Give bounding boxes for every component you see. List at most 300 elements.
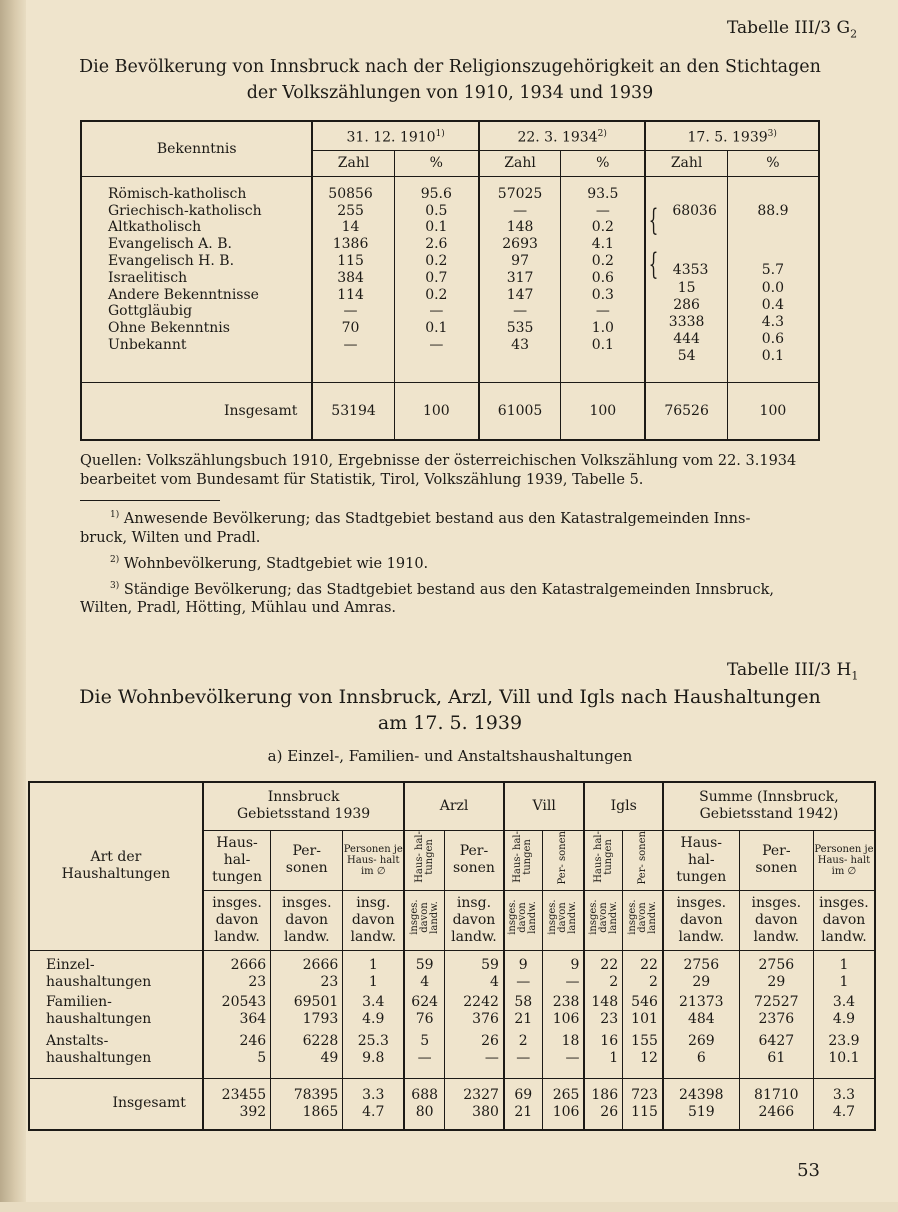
val: 4 — [489, 973, 499, 990]
sub-text: insges. davon landw. — [751, 894, 802, 945]
cell: — — [343, 337, 358, 353]
val: 80 — [415, 1103, 434, 1120]
sub-insges — [663, 890, 739, 950]
val: 24398 — [679, 1086, 724, 1103]
cell: 5.7 — [761, 261, 785, 278]
row-label: Israelitisch — [108, 269, 188, 286]
row-label: Unbekannt — [108, 337, 187, 353]
table-g2-tag-text: Tabelle III/3 G — [727, 18, 851, 38]
cell — [271, 992, 343, 1031]
footnote-mark: 2) — [110, 554, 120, 565]
cell — [343, 992, 404, 1031]
source-line: Quellen: Volkszählungsbuch 1910, Ergebnisse der österreichischen Volkszählung vom 22. 3.1934 — [80, 453, 797, 469]
cell: 286 — [673, 296, 700, 313]
row-label: Griechisch-katholisch — [108, 202, 262, 219]
header-pers-text: Per- sonen — [285, 843, 328, 877]
cell — [728, 186, 818, 203]
total-cell: 100 — [561, 383, 646, 440]
total-cell: 76526 — [645, 383, 727, 440]
val: 2666 — [302, 956, 339, 973]
cell: 68036 — [672, 202, 717, 219]
val: 29 — [767, 973, 786, 990]
cell — [728, 220, 818, 237]
total-cell: 53194 — [312, 383, 394, 440]
val: 12 — [640, 1049, 658, 1066]
val: 3.3 — [362, 1086, 385, 1103]
cell — [623, 1031, 663, 1078]
val: 624 — [411, 993, 439, 1010]
val: 3.4 — [362, 993, 385, 1010]
cell: 114 — [337, 286, 364, 303]
cell: 147 — [506, 286, 534, 303]
cell: 50856 — [328, 185, 373, 202]
cell — [623, 1078, 663, 1130]
sub-vert — [623, 890, 663, 950]
cell — [663, 950, 739, 992]
cell — [584, 1031, 622, 1078]
val: — — [484, 1049, 499, 1066]
cell: 14 — [341, 219, 360, 236]
cell — [739, 1078, 813, 1130]
val: 69501 — [293, 993, 339, 1010]
cell — [343, 1031, 404, 1078]
col-pct-1910 — [394, 176, 479, 382]
cell: 4.1 — [591, 236, 614, 253]
sub-text: insges. davon landw. — [587, 899, 619, 936]
cell: 57025 — [497, 185, 543, 202]
val: 4.7 — [832, 1103, 856, 1120]
val: 23 — [248, 973, 267, 990]
header-zahl: Zahl — [645, 150, 727, 176]
sub-text: insges. davon landw. — [212, 894, 262, 945]
header-igls-pers-text: Per- sonen — [636, 831, 648, 885]
cell — [542, 950, 584, 992]
cell — [646, 237, 726, 262]
cell: — — [429, 303, 444, 320]
sub-insges — [739, 890, 813, 950]
cell — [504, 950, 542, 992]
cell: 1386 — [332, 236, 369, 253]
val: 9 — [518, 956, 528, 973]
val: 2756 — [683, 956, 720, 973]
row-label — [29, 992, 203, 1031]
cell: 0.1 — [761, 347, 785, 364]
total-cell: 100 — [727, 383, 819, 440]
val: 58 — [514, 993, 533, 1010]
footnote-mark: 1) — [110, 510, 120, 520]
val: 21 — [514, 1010, 533, 1027]
val: 1 — [839, 973, 849, 990]
val: 59 — [415, 956, 434, 973]
header-arzl-pers — [445, 830, 504, 890]
val: 2756 — [758, 956, 795, 973]
val: 26 — [481, 1032, 499, 1049]
val: 3.4 — [832, 993, 856, 1010]
header-innsbruck — [203, 782, 404, 830]
cell — [203, 950, 271, 992]
val: 1 — [368, 956, 378, 973]
val: 246 — [239, 1032, 267, 1049]
val: 20543 — [221, 993, 267, 1010]
val: 6427 — [758, 1032, 795, 1049]
val: 69 — [514, 1086, 533, 1103]
val: 3.3 — [832, 1086, 856, 1103]
cell: 0.4 — [761, 296, 785, 313]
row-label: Römisch-katholisch — [108, 185, 247, 202]
cell — [404, 950, 444, 992]
religion-rows — [81, 176, 819, 382]
cell: 0.2 — [425, 286, 448, 303]
table-g2-tag-sub: 2 — [850, 27, 858, 41]
cell — [445, 950, 504, 992]
cell: 0.2 — [425, 253, 448, 270]
val: 23 — [320, 973, 339, 990]
val: 23 — [600, 1010, 619, 1027]
header-pct: % — [394, 150, 479, 176]
header-arzl: Arzl — [404, 782, 504, 830]
religion-table — [80, 120, 820, 441]
val: 1793 — [302, 1010, 339, 1027]
cell — [404, 1078, 444, 1130]
cell — [739, 1031, 813, 1078]
cell: 317 — [506, 269, 534, 286]
header-arzl-pers-text: Per- sonen — [453, 843, 495, 877]
date-1910-sup: 1) — [435, 128, 445, 139]
cell: 444 — [673, 330, 700, 347]
header-vill: Vill — [504, 782, 585, 830]
header-igls-haus — [584, 830, 622, 890]
cell — [584, 1078, 622, 1130]
val: 1 — [839, 956, 849, 973]
cell — [203, 992, 271, 1031]
footnote-rule — [80, 500, 220, 501]
cell: 2.6 — [425, 236, 448, 253]
footnote-text: Wilten, Pradl, Hötting, Mühlau und Amras. — [80, 600, 397, 617]
table-h1-tag-sub: 1 — [851, 669, 859, 683]
sub-vert — [584, 890, 622, 950]
row-label: Evangelisch H. B. — [108, 253, 235, 270]
cell — [504, 1031, 542, 1078]
cell: 97 — [511, 253, 529, 270]
val: 21 — [514, 1103, 533, 1120]
cell: 115 — [337, 253, 364, 270]
cell: — — [513, 303, 528, 320]
val: 106 — [552, 1010, 580, 1027]
sub-vert — [404, 890, 444, 950]
sub-text: insges. davon landw. — [408, 899, 440, 936]
cell — [445, 992, 504, 1031]
cell — [739, 992, 813, 1031]
cell — [542, 992, 584, 1031]
row-label-text: Einzel- haushaltungen — [46, 956, 152, 990]
val: 81710 — [754, 1086, 799, 1103]
sub-insges — [271, 890, 343, 950]
val: 21373 — [679, 993, 724, 1010]
cell: 0.2 — [591, 253, 614, 270]
val: 25.3 — [357, 1032, 389, 1049]
footnote-text: Wohnbevölkerung, Stadtgebiet wie 1910. — [123, 555, 429, 572]
cell — [542, 1031, 584, 1078]
val: 2 — [609, 973, 619, 990]
page-number: 53 — [797, 1160, 820, 1181]
header-innsbruck-text: Innsbruck Gebietsstand 1939 — [236, 789, 371, 823]
total-cell: 100 — [394, 383, 479, 440]
col-zahl-1910 — [312, 176, 394, 382]
val: 72527 — [754, 993, 799, 1010]
cell: — — [595, 303, 610, 320]
cell — [813, 950, 875, 992]
cell — [504, 1078, 542, 1130]
row-label: Andere Bekenntnisse — [108, 286, 259, 303]
val: — — [417, 1049, 432, 1066]
val: 2376 — [758, 1010, 795, 1027]
header-bekenntnis: Bekenntnis — [81, 121, 312, 176]
table-h1-tag — [727, 660, 858, 682]
sub-vert — [504, 890, 542, 950]
header-art — [29, 782, 203, 950]
row-label — [29, 1031, 203, 1078]
col-pct-1939 — [727, 176, 819, 382]
val: 2666 — [230, 956, 267, 973]
val: 546 — [631, 993, 658, 1010]
cell: 54 — [677, 347, 696, 364]
sub-text: insges. davon landw. — [281, 894, 332, 945]
table-g2-title-line2: der Volkszählungen von 1910, 1934 und 1939 — [246, 83, 654, 103]
val: 186 — [591, 1086, 619, 1103]
sub-insg — [445, 890, 504, 950]
val: 59 — [481, 956, 499, 973]
header-vill-haus — [504, 830, 542, 890]
val: 723 — [631, 1086, 658, 1103]
total-cell: 61005 — [479, 383, 561, 440]
cell: 0.6 — [591, 269, 614, 286]
sub-text: insges. davon landw. — [626, 899, 658, 936]
date-1939: 17. 5. 1939 — [687, 129, 768, 146]
header-summe-pers — [739, 830, 813, 890]
header-zahl: Zahl — [479, 150, 561, 176]
footnotes — [80, 506, 825, 618]
val: 484 — [687, 1010, 715, 1027]
table-row — [29, 950, 875, 992]
header-summe-pje-text: Personen je Haus- halt im ∅ — [814, 843, 874, 877]
col-pct-1934 — [561, 176, 646, 382]
table-row — [29, 992, 875, 1031]
cell — [584, 950, 622, 992]
table-g2-tag — [727, 18, 857, 40]
header-summe — [663, 782, 875, 830]
row-label: Gottgläubig — [108, 303, 193, 320]
households-table — [28, 781, 876, 1131]
val: 4.9 — [362, 1010, 385, 1027]
cell: 384 — [337, 269, 364, 286]
header-summe-pje — [813, 830, 875, 890]
val: 5 — [420, 1032, 430, 1049]
val: 2242 — [463, 993, 499, 1010]
val: — — [516, 1049, 531, 1066]
val: 265 — [552, 1086, 580, 1103]
header-art-text: Art der Haushaltungen — [61, 849, 171, 883]
val: 61 — [767, 1049, 786, 1066]
cell — [445, 1078, 504, 1130]
cell — [271, 950, 343, 992]
cell — [623, 950, 663, 992]
header-date-1939 — [645, 121, 819, 150]
cell: 0.2 — [591, 219, 614, 236]
val: 23455 — [221, 1086, 267, 1103]
cell: 535 — [506, 320, 534, 337]
val: 101 — [631, 1010, 658, 1027]
header-vill-pers-text: Per- sonen — [557, 831, 568, 885]
source-line: bearbeitet vom Bundesamt für Statistik, Tirol, Volkszählung 1939, Tabelle 5. — [80, 472, 644, 488]
table-g2-title-line1: Die Bevölkerung von Innsbruck nach der Religionszugehörigkeit an den Stichtagen — [79, 57, 821, 77]
val: 9.8 — [362, 1049, 385, 1066]
val: 29 — [692, 973, 711, 990]
cell — [343, 1078, 404, 1130]
header-date-1934 — [479, 121, 646, 150]
total-label: Insgesamt — [81, 383, 312, 440]
val: 1 — [368, 973, 378, 990]
cell — [504, 992, 542, 1031]
cell — [404, 1031, 444, 1078]
val: 26 — [600, 1103, 619, 1120]
header-igls: Igls — [584, 782, 662, 830]
date-1934-sup: 2) — [597, 128, 607, 139]
sub-insges — [813, 890, 875, 950]
cell — [646, 186, 726, 203]
val: 76 — [415, 1010, 434, 1027]
header-summe-haus-text: Haus- hal- tungen — [676, 834, 727, 885]
header-arzl-haus-text: Haus- hal- tungen — [413, 831, 435, 884]
sub-vert — [542, 890, 584, 950]
cell: — — [343, 303, 358, 320]
footnote-mark: 3) — [110, 580, 120, 591]
val: 380 — [472, 1103, 499, 1120]
header-summe-pers-text: Per- sonen — [755, 843, 798, 877]
val: 5 — [257, 1049, 267, 1066]
val: 1 — [609, 1049, 619, 1066]
header-haus — [203, 830, 271, 890]
val: 22 — [640, 956, 658, 973]
val: 10.1 — [828, 1049, 860, 1066]
val: 78395 — [293, 1086, 339, 1103]
header-zahl: Zahl — [312, 150, 394, 176]
val: 23.9 — [828, 1032, 860, 1049]
cell: 93.5 — [587, 185, 619, 202]
sub-text: insg. davon landw. — [451, 894, 497, 945]
cell: 0.0 — [761, 279, 785, 296]
cell: 4353 — [672, 261, 709, 278]
cell: 0.5 — [425, 202, 448, 219]
cell — [203, 1031, 271, 1078]
header-haus-text: Haus- hal- tungen — [212, 834, 262, 885]
footnote-text: bruck, Wilten und Pradl. — [80, 529, 261, 546]
val: 106 — [552, 1103, 580, 1120]
header-igls-haus-text: Haus- hal- tungen — [592, 831, 614, 884]
cell — [728, 237, 818, 262]
cell: — — [429, 337, 444, 353]
val: 115 — [631, 1103, 658, 1120]
sub-text: insges. davon landw. — [819, 894, 869, 945]
val: 22 — [600, 956, 619, 973]
total-row — [29, 1078, 875, 1130]
cell: 0.3 — [591, 286, 614, 303]
val: 364 — [239, 1010, 267, 1027]
date-1939-sup: 3) — [767, 128, 777, 139]
row-label: Evangelisch A. B. — [108, 236, 232, 253]
cell — [646, 220, 726, 237]
brace-group-evangelical: { — [648, 247, 659, 282]
cell — [271, 1031, 343, 1078]
val: 688 — [411, 1086, 439, 1103]
cell — [343, 950, 404, 992]
val: 2466 — [758, 1103, 795, 1120]
val: 16 — [600, 1032, 619, 1049]
cell — [663, 1078, 739, 1130]
cell — [663, 1031, 739, 1078]
sources — [80, 452, 825, 490]
header-pct: % — [561, 150, 646, 176]
val: 392 — [239, 1103, 267, 1120]
cell: 3338 — [668, 313, 705, 330]
header-vill-pers — [542, 830, 584, 890]
row-label: Altkatholisch — [108, 219, 202, 236]
cell: 255 — [337, 202, 364, 219]
val: 155 — [631, 1032, 658, 1049]
header-vill-haus-text: Haus- hal- tungen — [512, 831, 534, 884]
cell — [813, 1031, 875, 1078]
cell — [203, 1078, 271, 1130]
cell — [404, 992, 444, 1031]
val: 519 — [687, 1103, 715, 1120]
header-pct: % — [727, 150, 819, 176]
val: 18 — [561, 1032, 580, 1049]
cell: 43 — [511, 337, 529, 353]
table-h1-title-line1: Die Wohnbevölkerung von Innsbruck, Arzl, Vill und Igls nach Haushaltungen — [79, 686, 821, 708]
date-1910: 31. 12. 1910 — [346, 129, 436, 146]
sub-insg — [343, 890, 404, 950]
val: 269 — [687, 1032, 715, 1049]
table-h1-title-line2: am 17. 5. 1939 — [377, 712, 523, 734]
val: — — [565, 1049, 580, 1066]
row-label-text: Anstalts- haushaltungen — [46, 1032, 152, 1066]
val: 9 — [570, 956, 580, 973]
cell — [739, 950, 813, 992]
cell: 0.1 — [591, 337, 614, 353]
footnote-text: Ständige Bevölkerung; das Stadtgebiet bestand aus den Katastralgemeinden Innsbruck, — [123, 581, 775, 598]
table-row — [29, 1031, 875, 1078]
book-gutter — [0, 0, 26, 1202]
sub-text: insges. davon landw. — [676, 894, 727, 945]
val: 238 — [552, 993, 580, 1010]
cell — [445, 1031, 504, 1078]
cell — [542, 1078, 584, 1130]
val: 4 — [420, 973, 430, 990]
footnote-text: Anwesende Bevölkerung; das Stadtgebiet bestand aus den Katastralgemeinden Inns- — [123, 510, 751, 527]
cell: 4.3 — [761, 313, 785, 330]
cell: — — [513, 202, 528, 219]
val: 376 — [472, 1010, 499, 1027]
val: 6228 — [302, 1032, 339, 1049]
header-summe-text: Summe (Innsbruck, Gebietsstand 1942) — [699, 789, 839, 823]
cell — [813, 992, 875, 1031]
header-summe-haus — [663, 830, 739, 890]
val: 148 — [591, 993, 619, 1010]
val: 6 — [696, 1049, 706, 1066]
val: 49 — [320, 1049, 339, 1066]
cell: 2693 — [502, 236, 538, 253]
header-igls-pers — [623, 830, 663, 890]
sub-insges — [203, 890, 271, 950]
